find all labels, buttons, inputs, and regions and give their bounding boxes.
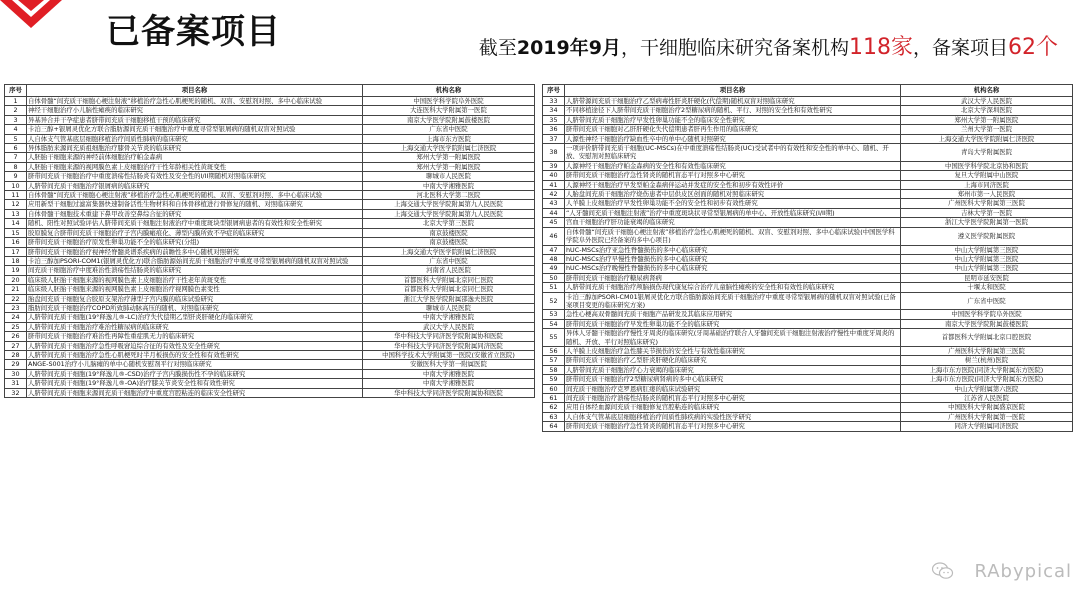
table-row: [543, 403, 1073, 412]
cell-project: 异基异合并干孕症患者脐带间充质干细胞移植干预的临床研究: [27, 115, 363, 124]
table-row: [5, 200, 535, 209]
table-row: [5, 266, 535, 275]
cell-project: hUC-MSCs治疗亚急性脊髓损伤的多中心临床研究: [565, 245, 901, 254]
cell-org: 上海交通大学医学院附属仁济医院: [901, 134, 1073, 143]
table-row: [5, 153, 535, 162]
cell-num: 53: [543, 310, 565, 319]
table-row: [5, 115, 535, 124]
cell-project: 人源性神经干细胞治疗缺血性卒中的单中心随机对照研究: [565, 134, 901, 143]
cell-num: 37: [543, 134, 565, 143]
cell-org: 华中科技大学同济医学院附属同济医院: [363, 341, 535, 350]
table-row: [5, 313, 535, 322]
cell-org: 中国医学科学院北京协和医院: [901, 161, 1073, 170]
cell-num: 39: [543, 161, 565, 170]
table-row: [5, 106, 535, 115]
cell-project: “人牙髓间充质干细胞注射液”治疗中重度斑块状寻常型银屑病的单中心、开放性临床研究(I/II期): [565, 208, 901, 217]
cell-project: 人自体支气管基底层细胞移植治疗间质性肺疾病的实验性医学研究: [565, 412, 901, 421]
table-row: [543, 273, 1073, 282]
cell-project: 人胚胎干细胞来源的神经前体细胞治疗帕金森病: [27, 153, 363, 162]
table-row: [543, 180, 1073, 189]
table-row: [5, 275, 535, 284]
table-row: [543, 264, 1073, 273]
cell-org: 聊城市人民医院: [363, 172, 535, 181]
cell-org: 南京鼓楼医院: [363, 238, 535, 247]
cell-project: 脐带间充质干细胞治疗中重度溃疡性结肠炎有效性及安全性的I/II期随机对照临床研究: [27, 172, 363, 181]
subtitle-prefix: 截至: [478, 37, 517, 59]
table-row: [543, 375, 1073, 384]
table-row: [5, 181, 535, 190]
cell-project: 人自体支气管基底层细胞移植治疗间质性肺病的临床研究: [27, 134, 363, 143]
cell-num: 56: [543, 346, 565, 355]
table-row: [543, 227, 1073, 245]
cell-project: 急性心梗高双骨髓间充质干细胞产品研发及其临床应用研究: [565, 310, 901, 319]
cell-num: 20: [5, 275, 27, 284]
table-row: [543, 329, 1073, 347]
table-row: [543, 319, 1073, 328]
table-row: [5, 294, 535, 303]
cell-num: 49: [543, 264, 565, 273]
cell-org: 首都医科大学附属北京同仁医院: [363, 275, 535, 284]
table-row: [5, 144, 535, 153]
cell-num: 57: [543, 356, 565, 365]
cell-project: 自体骨髓干细胞技术重建下鼻甲改善空鼻综合征的研究: [27, 209, 363, 218]
brand-logo: [0, 0, 110, 40]
cell-org: 中山大学附属第三医院: [901, 254, 1073, 263]
cell-project: 人胎盘间充质干细胞治疗烧伤患者中层供皮区创面的随机对照临床研究: [565, 190, 901, 199]
cell-num: 17: [5, 247, 27, 256]
cell-org: 中国科学技术大学附属第一医院(安徽省立医院): [363, 350, 535, 359]
project-count: 62个: [1008, 35, 1058, 60]
cell-org: 中山大学附属第六医院: [901, 384, 1073, 393]
cell-project: 异体人牙髓干细胞治疗慢性牙周炎的临床研究(牙周基础治疗联合人牙髓间充质干细胞注射液治疗慢性中重度牙周炎的随机、开放、平行对照临床研究): [565, 329, 901, 347]
table-row: [543, 134, 1073, 143]
cell-org: 上海市东方医院: [363, 134, 535, 143]
table-row: [5, 256, 535, 265]
cell-project: 临床级人胚胎干细胞来源的视网膜色素上皮细胞治疗干性老年黄斑变性: [27, 275, 363, 284]
header-project: 项目名称: [27, 85, 363, 97]
cell-project: 人脐带间充质干细胞治疗颅脑损伤现代康复综合治疗儿童脑性瘫痪的安全性和有效性的临床研究: [565, 283, 901, 292]
cell-org: 中国医学科学院阜外医院: [901, 310, 1073, 319]
cell-num: 54: [543, 319, 565, 328]
cell-org: 中山大学附属第三医院: [901, 264, 1073, 273]
cell-num: 50: [543, 273, 565, 282]
cell-org: 上海市东方医院(同济大学附属东方医院): [901, 375, 1073, 384]
cell-org: 南京大学医学院附属鼓楼医院: [901, 319, 1073, 328]
table-row: [5, 322, 535, 331]
cell-project: 人脐带间充质干细胞治疗心力衰竭的临床研究: [565, 365, 901, 374]
cell-num: 64: [543, 422, 565, 431]
cell-org: 浙江大学医学院附属邵逸夫医院: [363, 294, 535, 303]
cell-project: 脐带间充质干细胞治疗视神经脊髓炎谱系疾病的前瞻性多中心随机对照研究: [27, 247, 363, 256]
cell-num: 43: [543, 199, 565, 208]
cell-org: 安徽医科大学第一附属医院: [363, 360, 535, 369]
table-row: [543, 292, 1073, 310]
cell-num: 52: [543, 292, 565, 310]
cell-num: 21: [5, 285, 27, 294]
cell-project: 随机、阳性对照试验评估人脐带间充质干细胞注射液治疗中重度斑块型银屑病患者的有效性和安全性研究: [27, 219, 363, 228]
cell-project: 人脐带间充质干细胞治疗早发性卵巢功能不全的临床安全性研究: [565, 115, 901, 124]
cell-org: 浙江大学医学院附属第一医院: [901, 218, 1073, 227]
cell-project: 卡泊三醇加PSORI-COM1(银屑灵优化方)联合脂肪源始间充质干细胞治疗中重度寻常型银屑病的随机双盲对照试验: [27, 256, 363, 265]
cell-org: 广东省中医院: [363, 125, 535, 134]
cell-project: 自体骨髓“间充质干细胞心梗注射液”移植治疗急性心肌梗死的随机、双盲、安慰剂对照、多中心临床试验: [27, 191, 363, 200]
cell-num: 51: [543, 283, 565, 292]
cell-num: 16: [5, 238, 27, 247]
cell-num: 33: [543, 97, 565, 106]
cell-num: 55: [543, 329, 565, 347]
cell-project: 间充质干细胞治疗克罗恩病肛瘘的临床试验研究: [565, 384, 901, 393]
cell-project: 胎盘间充质干细胞复合胶原支架治疗薄型子宫内膜的临床试验研究: [27, 294, 363, 303]
cell-num: 6: [5, 144, 27, 153]
table-row: [5, 219, 535, 228]
cell-project: 人脐带间充质干细胞治疗急性呼吸窘迫综合征的有效性及安全性研究: [27, 341, 363, 350]
cell-num: 11: [5, 191, 27, 200]
cell-org: 聊城市人民医院: [363, 303, 535, 312]
cell-num: 62: [543, 403, 565, 412]
wechat-icon: [932, 562, 954, 580]
cell-num: 7: [5, 153, 27, 162]
cell-org: 上海交通大学医学院附属仁济医院: [363, 144, 535, 153]
cell-project: 人脐带源间充质干细胞治疗乙型病毒性肝炎肝硬化(代偿期)随机双盲对照临床研究: [565, 97, 901, 106]
subtitle-mid1: ，干细胞临床研究备案机构: [620, 37, 849, 59]
table-row: [5, 134, 535, 143]
cell-org: 大连医科大学附属第一医院: [363, 106, 535, 115]
cell-org: 中南大学湘雅医院: [363, 313, 535, 322]
table-row: [5, 162, 535, 171]
table-row: [543, 384, 1073, 393]
cell-project: 人脐带间充质干细胞治疗银屑病的临床研究: [27, 181, 363, 190]
cell-num: 42: [543, 190, 565, 199]
table-row: [543, 125, 1073, 134]
cell-org: 华中科技大学同济医学院附属协和医院: [363, 332, 535, 341]
table-row: [543, 97, 1073, 106]
cell-org: 广东省中医院: [363, 256, 535, 265]
cell-num: 60: [543, 384, 565, 393]
table-row: [543, 283, 1073, 292]
cell-project: 脐带间充质干细胞治疗糖尿病肾病: [565, 273, 901, 282]
table-row: [543, 254, 1073, 263]
table-row: [5, 191, 535, 200]
cell-org: 江苏省人民医院: [901, 394, 1073, 403]
cell-num: 35: [543, 115, 565, 124]
table-row: [5, 332, 535, 341]
table-row: [5, 388, 535, 397]
cell-org: 南京鼓楼医院: [363, 228, 535, 237]
cell-num: 41: [543, 180, 565, 189]
cell-project: 临床级人胚胎干细胞来源的视网膜色素上皮细胞治疗视网膜色素变性: [27, 285, 363, 294]
table-row: [543, 161, 1073, 170]
cell-num: 28: [5, 350, 27, 359]
cell-project: 脐带间充质干细胞治疗急性肾炎的随机盲态平行对照多中心研究: [565, 171, 901, 180]
table-row: [5, 172, 535, 181]
cell-org: 中南大学湘雅医院: [363, 369, 535, 378]
cell-project: 人脐带间充质干细胞治疗急性心肌梗死时半月板损伤的安全性和有效性研究: [27, 350, 363, 359]
cell-project: 人胚胎干细胞来源的视网膜色素上皮细胞治疗干性年龄相关性黄斑变性: [27, 162, 363, 171]
table-row: [543, 394, 1073, 403]
cell-num: 3: [5, 115, 27, 124]
table-row: [5, 350, 535, 359]
project-table-right: [542, 84, 1073, 432]
cell-project: 脂肪间充质干细胞治疗COPD所致肺动脉高压的随机、对照临床研究: [27, 303, 363, 312]
table-row: [543, 356, 1073, 365]
cell-org: 广州医科大学附属第三医院: [901, 346, 1073, 355]
table-row: [5, 125, 535, 134]
table-row: [5, 369, 535, 378]
cell-num: 34: [543, 106, 565, 115]
table-row: [543, 190, 1073, 199]
cell-project: 人脐带间充质干细胞治疗难治性糖尿病的临床研究: [27, 322, 363, 331]
cell-org: 复旦大学附属中山医院: [901, 171, 1073, 180]
table-row: [543, 422, 1073, 431]
table-row: [5, 238, 535, 247]
cell-num: 27: [5, 341, 27, 350]
cell-num: 59: [543, 375, 565, 384]
cell-project: 脐带间充质干细胞治疗2型糖尿病肾病的多中心临床研究: [565, 375, 901, 384]
cell-num: 61: [543, 394, 565, 403]
cell-project: 卡泊三醇+银屑灵优化方联合脂肪源间充质干细胞治疗中重度寻常型银屑病的随机双盲对照试验: [27, 125, 363, 134]
cell-project: 人源神经干细胞治疗早发型帕金森病伴运动并发症的安全性和初步有效性评价: [565, 180, 901, 189]
cell-org: 武汉大学人民医院: [363, 322, 535, 331]
table-row: [543, 310, 1073, 319]
cell-org: 上海交通大学医学院附属第九人民医院: [363, 200, 535, 209]
cell-project: 人脐带间充质干细胞来源间充质干细胞治疗中重度宫腔粘连的临床安全性研究: [27, 388, 363, 397]
table-row: [543, 245, 1073, 254]
cell-org: 十堰太和医院: [901, 283, 1073, 292]
table-row: [543, 171, 1073, 180]
cell-project: 卡泊三醇加PSORI-CM01银屑灵优化方联合脂肪源始间充质干细胞治疗中重度寻常型银屑病的随机双盲对照试验(已备案项目变更的临床研究方案): [565, 292, 901, 310]
cell-project: 一项评价脐带间充质干细胞(UC-MSCs)在中重度溃疡性结肠炎(UC)受试者中的有效性和安全性的单中心、随机、开放、安慰剂对照临床研究: [565, 144, 901, 162]
cell-org: 上海市同济医院: [901, 180, 1073, 189]
cell-num: 22: [5, 294, 27, 303]
cell-project: 脐带间充质干细胞治疗难治性再障性重症肌无力的临床研究: [27, 332, 363, 341]
cell-org: 广州医科大学附属第三医院: [901, 199, 1073, 208]
cell-project: hUC-MSCs治疗早慢性脊髓损伤的多中心临床研究: [565, 254, 901, 263]
cell-org: 郑州大学第一附属医院: [901, 115, 1073, 124]
cell-project: 脐带间充质干细胞对乙肝肝硬化失代偿期患者肝再生作用的临床研究: [565, 125, 901, 134]
cell-org: 广州医科大学附属第一医院: [901, 412, 1073, 421]
cell-project: 脐带间充质干细胞治疗原发性卵巢功能不全的临床研究(分组): [27, 238, 363, 247]
subtitle-mid2: ，备案项目: [912, 37, 1008, 59]
table-row: [5, 303, 535, 312]
cell-num: 46: [543, 227, 565, 245]
header-org: 机构名称: [901, 85, 1073, 97]
cell-org: 武汉大学人民医院: [901, 97, 1073, 106]
cell-project: 神经干细胞治疗小儿脑性瘫痪的临床研究: [27, 106, 363, 115]
table-row: [5, 360, 535, 369]
cell-num: 4: [5, 125, 27, 134]
cell-num: 25: [5, 322, 27, 331]
cell-project: 宫血干细胞治疗肝功能衰竭的临床研究: [565, 218, 901, 227]
cell-org: 中国医科大学附属盛京医院: [901, 403, 1073, 412]
cell-org: 昆明市延安医院: [901, 273, 1073, 282]
cell-org: 树兰(杭州)医院: [901, 356, 1073, 365]
table-row: [5, 341, 535, 350]
watermark-text: RAbypical: [974, 561, 1072, 582]
cell-num: 45: [543, 218, 565, 227]
cell-org: 上海交通大学医学院附属第九人民医院: [363, 209, 535, 218]
cell-project: 人羊膜上皮细胞治疗急性膝关节损伤的安全性与有效性临床研究: [565, 346, 901, 355]
cell-num: 36: [543, 125, 565, 134]
cell-project: 自体骨髓“间充质干细胞心梗注射液”移植治疗急性心肌梗死的随机、双盲、安慰剂对照、多中心临床试验: [27, 97, 363, 106]
page-title: 已备案项目: [106, 12, 281, 52]
table-header-row: [5, 85, 535, 97]
cell-org: 南京大学医学院附属鼓楼医院: [363, 115, 535, 124]
table-row: [543, 346, 1073, 355]
cell-org: 郑州大学第一附属医院: [363, 162, 535, 171]
cell-num: 30: [5, 369, 27, 378]
subtitle-date: 2019年9月: [516, 37, 621, 59]
cell-project: 脐带间充质干细胞治疗乙型肝炎肝硬化的临床研究: [565, 356, 901, 365]
cell-num: 14: [5, 219, 27, 228]
table-row: [543, 115, 1073, 124]
cell-org: 首都医科大学附属北京同仁医院: [363, 285, 535, 294]
cell-project: 应用新型干细胞过滤富集器快速制备活性生物材料和自体骨移植进行骨修复的随机、对照临床研究: [27, 200, 363, 209]
table-row: [543, 106, 1073, 115]
cell-project: 间充质干细胞治疗中度难治性溃疡性结肠炎的临床研究: [27, 266, 363, 275]
cell-num: 32: [5, 388, 27, 397]
cell-project: 人脐带间充质干细胞(19°释逸儿®-LC)治疗失代偿期乙型肝炎肝硬化的临床研究: [27, 313, 363, 322]
cell-org: 河北医科大学第二医院: [363, 191, 535, 200]
cell-org: 中山大学附属第三医院: [901, 245, 1073, 254]
cell-num: 19: [5, 266, 27, 275]
table-row: [543, 208, 1073, 217]
cell-num: 24: [5, 313, 27, 322]
cell-num: 5: [5, 134, 27, 143]
cell-org: 华中科技大学同济医学院附属协和医院: [363, 388, 535, 397]
cell-org: 中南大学湘雅医院: [363, 379, 535, 388]
cell-org: 吉林大学第一医院: [901, 208, 1073, 217]
header-project: 项目名称: [565, 85, 901, 97]
cell-org: 上海市东方医院(同济大学附属东方医院): [901, 365, 1073, 374]
cell-num: 9: [5, 172, 27, 181]
cell-num: 40: [543, 171, 565, 180]
table-row: [5, 247, 535, 256]
cell-num: 38: [543, 144, 565, 162]
project-table-left: [4, 84, 535, 398]
cell-project: 异体脂肪来源间充质祖细胞治疗膝骨关节炎的临床研究: [27, 144, 363, 153]
cell-project: 脐带间充质干细胞治疗急性肾炎的随机盲态平行对照多中心研究: [565, 422, 901, 431]
table-row: [543, 144, 1073, 162]
cell-num: 63: [543, 412, 565, 421]
header-org: 机构名称: [363, 85, 535, 97]
cell-num: 26: [5, 332, 27, 341]
cell-org: 广东省中医院: [901, 292, 1073, 310]
cell-project: 人羊膜上皮细胞治疗早发性卵巢功能不全的安全性和初步有效性研究: [565, 199, 901, 208]
cell-org: 北京大学第三医院: [363, 219, 535, 228]
cell-project: hUC-MSCs治疗晚慢性脊髓损伤的多中心临床研究: [565, 264, 901, 273]
header-num: 序号: [543, 85, 565, 97]
table-row: [543, 412, 1073, 421]
cell-project: 人源神经干细胞治疗帕金森病的安全性和有效性临床研究: [565, 161, 901, 170]
cell-org: 青岛大学附属医院: [901, 144, 1073, 162]
cell-org: 遵义医学院附属医院: [901, 227, 1073, 245]
cell-num: 44: [543, 208, 565, 217]
cell-org: 北京大学深圳医院: [901, 106, 1073, 115]
cell-num: 23: [5, 303, 27, 312]
cell-num: 1: [5, 97, 27, 106]
cell-num: 58: [543, 365, 565, 374]
table-header-row: [543, 85, 1073, 97]
cell-org: 中南大学湘雅医院: [363, 181, 535, 190]
cell-project: ANGE-S001治疗小儿脑瘫的单中心随机安慰剂平行对照临床研究: [27, 360, 363, 369]
table-row: [5, 228, 535, 237]
cell-org: 上海交通大学医学院附属仁济医院: [363, 247, 535, 256]
institution-count: 118家: [848, 35, 913, 60]
table-row: [543, 218, 1073, 227]
page-subtitle: [479, 34, 1058, 62]
cell-num: 29: [5, 360, 27, 369]
table-row: [5, 97, 535, 106]
cell-project: 人脐带间充质干细胞(19°释逸儿®-CSD)治疗子宫内膜损伤性不孕的临床研究: [27, 369, 363, 378]
table-row: [5, 209, 535, 218]
cell-project: 脐带间充质干细胞治疗早发性卵巢功能不全的临床研究: [565, 319, 901, 328]
cell-org: 郑州大学第一附属医院: [363, 153, 535, 162]
cell-project: 不同移植途径下人脐带间充质干细胞治疗2型糖尿病的随机、平行、对照的安全性和有效性研究: [565, 106, 901, 115]
cell-num: 12: [5, 200, 27, 209]
table-row: [543, 199, 1073, 208]
table-row: [543, 365, 1073, 374]
cell-project: 自体骨髓“间充质干细胞心梗注射液”移植治疗急性心肌梗死的随机、双盲、安慰剂对照、多中心临床试验(中国医学科学院阜外医院已经备案的多中心项目): [565, 227, 901, 245]
cell-org: 中国医学科学院阜外医院: [363, 97, 535, 106]
cell-num: 10: [5, 181, 27, 190]
cell-org: 兰州大学第一医院: [901, 125, 1073, 134]
cell-num: 2: [5, 106, 27, 115]
table-row: [5, 285, 535, 294]
cell-project: 胶原膜复合脐带间充质干细胞治疗子宫内膜瘢痕化、薄型内膜所致不孕症的临床研究: [27, 228, 363, 237]
cell-num: 48: [543, 254, 565, 263]
cell-project: 间充质干细胞治疗溃疡性结肠炎的随机盲态平行对照多中心研究: [565, 394, 901, 403]
cell-num: 13: [5, 209, 27, 218]
table-row: [5, 379, 535, 388]
cell-org: 郑州市第一人民医院: [901, 190, 1073, 199]
cell-num: 47: [543, 245, 565, 254]
cell-org: 首都医科大学附属北京口腔医院: [901, 329, 1073, 347]
cell-num: 18: [5, 256, 27, 265]
cell-num: 15: [5, 228, 27, 237]
cell-project: 人脐带间充质干细胞(19°释逸儿®-OA)治疗膝关节炎安全性和有效性研究: [27, 379, 363, 388]
cell-org: 河南省人民医院: [363, 266, 535, 275]
cell-num: 31: [5, 379, 27, 388]
cell-org: 同济大学附属同济医院: [901, 422, 1073, 431]
cell-num: 8: [5, 162, 27, 171]
header-num: 序号: [5, 85, 27, 97]
cell-project: 应用自体经血源间充质干细胞修复宫腔粘连的临床研究: [565, 403, 901, 412]
